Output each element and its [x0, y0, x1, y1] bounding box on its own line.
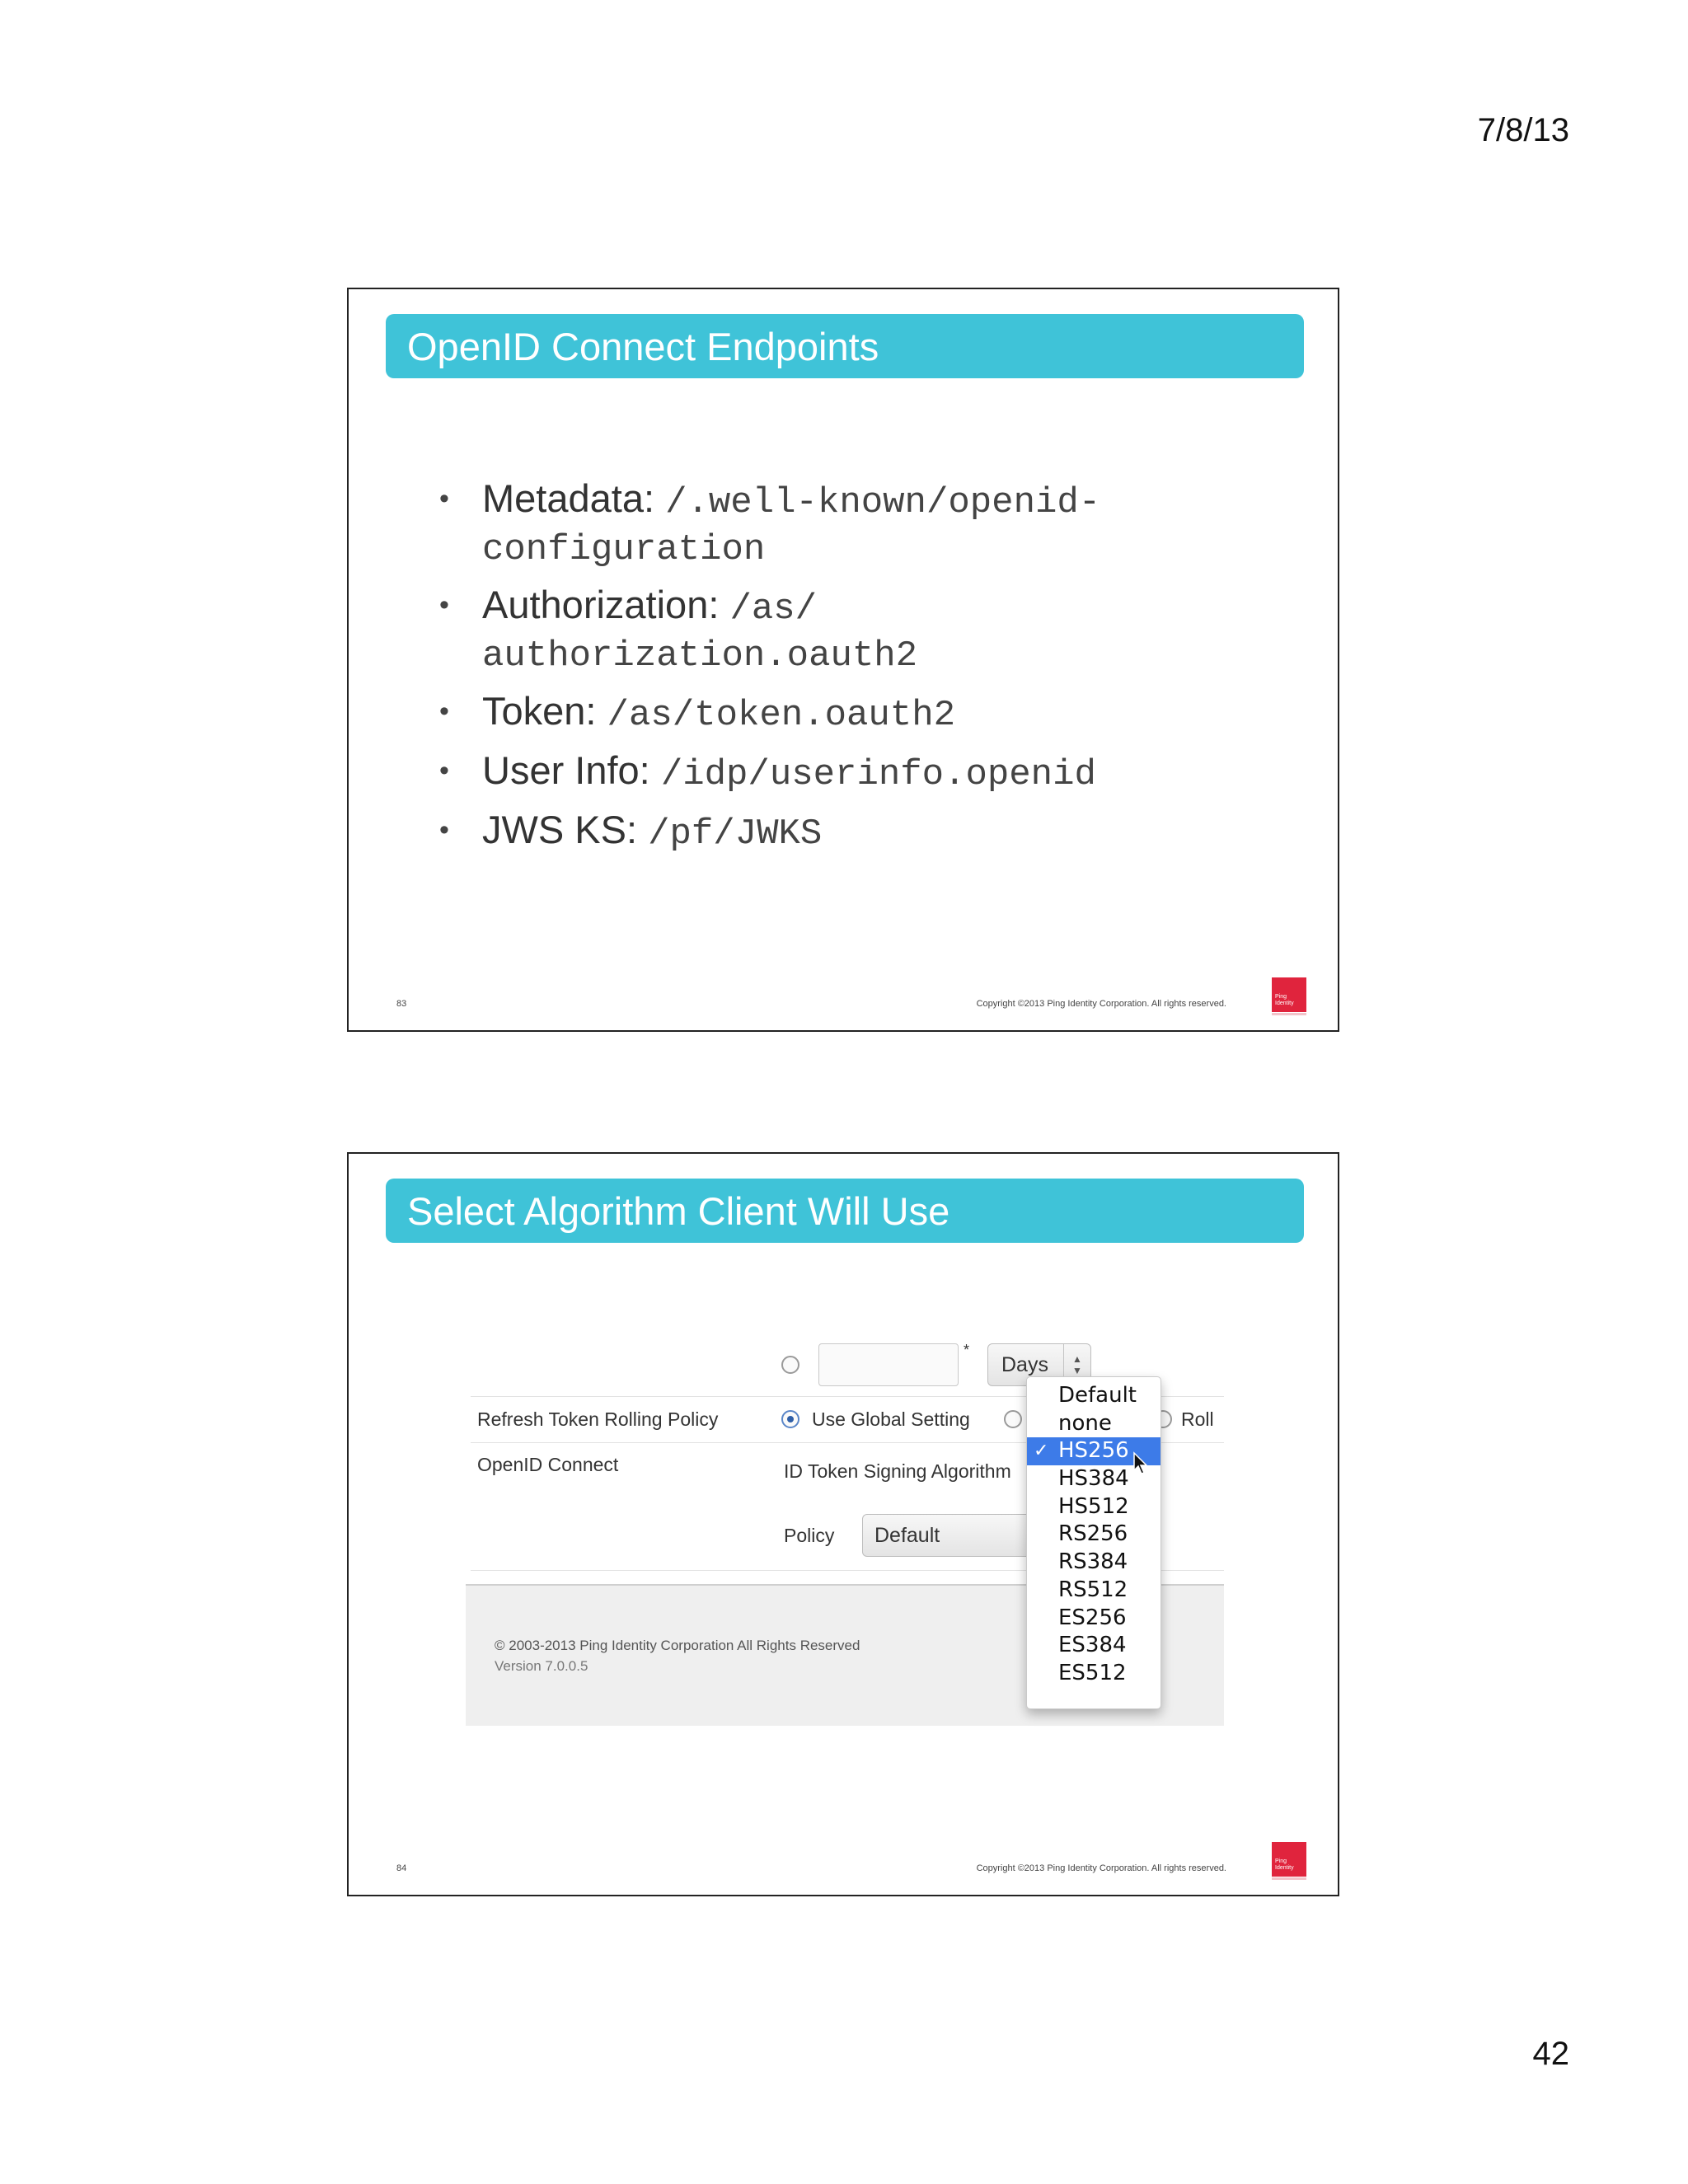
- duration-radio[interactable]: [781, 1356, 799, 1374]
- checkmark-icon: ✓: [1034, 1441, 1049, 1462]
- required-marker: *: [964, 1342, 970, 1358]
- dropdown-option[interactable]: HS384: [1058, 1466, 1129, 1492]
- page-number: 42: [1532, 2036, 1569, 2072]
- slide-copyright: Copyright ©2013 Ping Identity Corporation. All rights reserved.: [976, 1863, 1226, 1873]
- ping-identity-logo: [1272, 1842, 1306, 1877]
- bullet-authorization: [439, 581, 1280, 680]
- mouse-pointer-icon: [1133, 1452, 1150, 1475]
- logo-text: Ping: [1275, 1858, 1287, 1864]
- slide-number: 84: [396, 1863, 407, 1873]
- roll-label: Roll: [1181, 1408, 1214, 1430]
- bullet-code-continued: configuration: [482, 529, 766, 570]
- dropdown-option[interactable]: ES384: [1058, 1633, 1127, 1658]
- select-arrows-icon: ▲ ▼: [1063, 1344, 1090, 1385]
- slide-title: Select Algorithm Client Will Use: [407, 1188, 950, 1233]
- dropdown-option[interactable]: HS512: [1058, 1493, 1129, 1519]
- admin-console-screenshot: [466, 1329, 1224, 1724]
- policy-select[interactable]: [862, 1514, 1027, 1557]
- bullet-code: /as/token.oauth2: [607, 695, 956, 736]
- policy-select-value: Default: [874, 1524, 940, 1547]
- bullet-code: /as/: [729, 588, 818, 630]
- signing-algorithm-dropdown[interactable]: [1026, 1376, 1161, 1709]
- bullet-label: JWS KS:: [482, 808, 649, 851]
- bullet-label: Metadata:: [482, 476, 666, 520]
- bullet-jws-ks: [439, 806, 1280, 858]
- refresh-token-rolling-label: Refresh Token Rolling Policy: [477, 1408, 719, 1430]
- bullet-code-continued: authorization.oauth2: [482, 635, 918, 677]
- slide-title-bar: [386, 1179, 1304, 1243]
- policy-label: Policy: [784, 1525, 835, 1546]
- use-global-radio[interactable]: [781, 1410, 799, 1428]
- bullet-code: /pf/JWKS: [648, 813, 823, 855]
- dropdown-option[interactable]: RS512: [1058, 1577, 1128, 1602]
- logo-text: Identity: [1275, 1865, 1294, 1871]
- dropdown-option[interactable]: none: [1058, 1410, 1112, 1436]
- bullet-label: Authorization:: [482, 583, 730, 626]
- bullet-label: User Info:: [482, 748, 661, 792]
- duration-input[interactable]: [818, 1343, 959, 1386]
- other-radio[interactable]: [1004, 1410, 1022, 1428]
- slide-title-bar: [386, 314, 1304, 378]
- bullet-user-info: [439, 747, 1280, 799]
- openid-connect-label: OpenID Connect: [477, 1454, 619, 1475]
- dropdown-option[interactable]: ES512: [1058, 1660, 1127, 1685]
- use-global-label: Use Global Setting: [812, 1408, 970, 1430]
- id-token-signing-label: ID Token Signing Algorithm: [784, 1460, 1011, 1482]
- slide-title: OpenID Connect Endpoints: [407, 324, 879, 368]
- bullet-code: /.well-known/openid-: [665, 482, 1101, 523]
- dropdown-option[interactable]: ES256: [1058, 1605, 1127, 1630]
- ping-identity-logo: [1272, 977, 1306, 1012]
- dropdown-option[interactable]: Default: [1058, 1383, 1137, 1408]
- console-copyright: © 2003-2013 Ping Identity Corporation All Rights Reserved: [495, 1638, 860, 1653]
- bullet-token: [439, 687, 1280, 739]
- selected-option-label: HS256: [1058, 1438, 1129, 1464]
- page-date: 7/8/13: [1477, 112, 1569, 148]
- days-select-value: Days: [1001, 1353, 1048, 1376]
- dropdown-option[interactable]: RS384: [1058, 1549, 1128, 1575]
- console-version: [495, 1658, 588, 1665]
- dropdown-option[interactable]: RS256: [1058, 1521, 1128, 1547]
- bullet-label: Token:: [482, 689, 607, 733]
- logo-text: Identity: [1275, 1001, 1294, 1006]
- bullet-metadata: [439, 475, 1280, 574]
- slide-number: 83: [396, 999, 407, 1009]
- slide-select-algorithm: [347, 1152, 1339, 1896]
- slide-openid-endpoints: [347, 288, 1339, 1032]
- slide-copyright: Copyright ©2013 Ping Identity Corporation. All rights reserved.: [976, 999, 1226, 1009]
- logo-text: Ping: [1275, 994, 1287, 1000]
- bullet-code: /idp/userinfo.openid: [660, 754, 1096, 795]
- endpoint-list: [439, 475, 1280, 865]
